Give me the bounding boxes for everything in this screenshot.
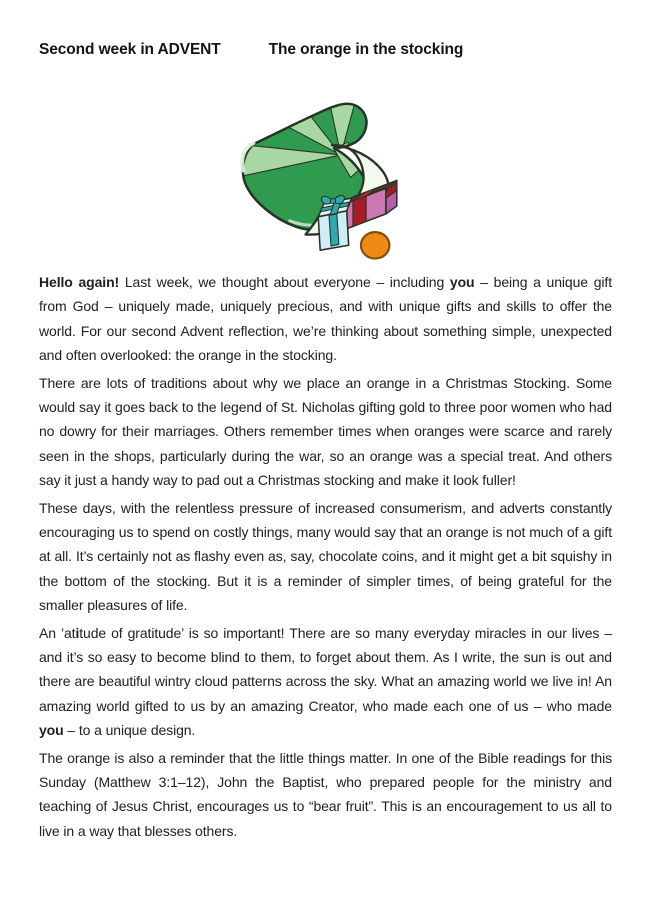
text-run: – being a unique gift from God – uniquely made, uniquely precious, and with unique gifts and skills to offer the world. For our second Advent reflection, we’re thinking about something simple, unexpected and often overlooked: the orange in the stocking. xyxy=(39,274,613,363)
paragraph xyxy=(39,371,612,492)
text-run: – to a unique design. xyxy=(63,721,196,738)
paragraph xyxy=(39,621,612,742)
ribbon-red-front xyxy=(353,196,366,227)
paragraph xyxy=(39,270,612,367)
text-run: These days, with the relentless pressure of increased consumerism, and adverts constantly encouraging us to spend on costly things, many would say that an orange is not much of a gift at all. It’s certainly not as flashy even as, say, chocolate coins, and it might get a bit squishy in the bottom of the stocking. But it is a reminder of simpler times, of being grateful for the smaller pleasures of life. xyxy=(39,499,612,613)
bold-text-run: you xyxy=(449,274,475,290)
paragraph xyxy=(39,496,612,617)
orange-fruit xyxy=(361,232,389,259)
title-left: Second week in ADVENT xyxy=(39,41,221,58)
paragraph xyxy=(39,746,612,843)
text-run: tude of gratitude’ is so important! There are so many everyday miracles in our lives – and it’s so easy to become blind to them, to forget about them. As I write, the sun is out and there are beautiful wintry cloud patterns across the sky. What an amazing world we live in! An amazing world gifted to us by an amazing Creator, who made each one of us – who made xyxy=(39,624,613,714)
text-run: Last week, we thought about everyone – including xyxy=(119,274,450,290)
bold-text-run: i xyxy=(75,624,80,641)
body-text xyxy=(39,270,612,843)
ribbon-teal-front xyxy=(329,214,339,246)
text-run: The orange is also a reminder that the little things matter. In one of the Bible readings for this Sunday (Matthew 3:1–12), John the Baptist, who prepared people for the ministry and teaching of Jesus Christ, encourages us to “bear fruit”. This is an encouragement to us all to live in a way that blesses others. xyxy=(39,749,612,839)
bold-text-run: Hello again! xyxy=(39,274,120,290)
gift-blue xyxy=(318,195,351,250)
bow-knot xyxy=(330,199,335,204)
stocking-illustration xyxy=(0,96,650,263)
bold-text-run: you xyxy=(39,721,64,738)
title-right: The orange in the stocking xyxy=(268,41,464,58)
page-header xyxy=(0,0,650,59)
orange-body xyxy=(361,232,389,259)
text-run: There are lots of traditions about why we place an orange in a Christmas Stocking. Some would say it goes back to the legend of St. Nicholas gifting gold to three poor women who had no dowry for their marriages. Others remember times when oranges were scarce and rarely seen in the shops, particularly during the war, so an orange was a special treat. And others say it just a handy way to pad out a Christmas stocking and make it look fuller! xyxy=(39,374,612,488)
stocking-clipart-svg xyxy=(223,96,439,263)
text-run: An ’at xyxy=(39,624,76,641)
